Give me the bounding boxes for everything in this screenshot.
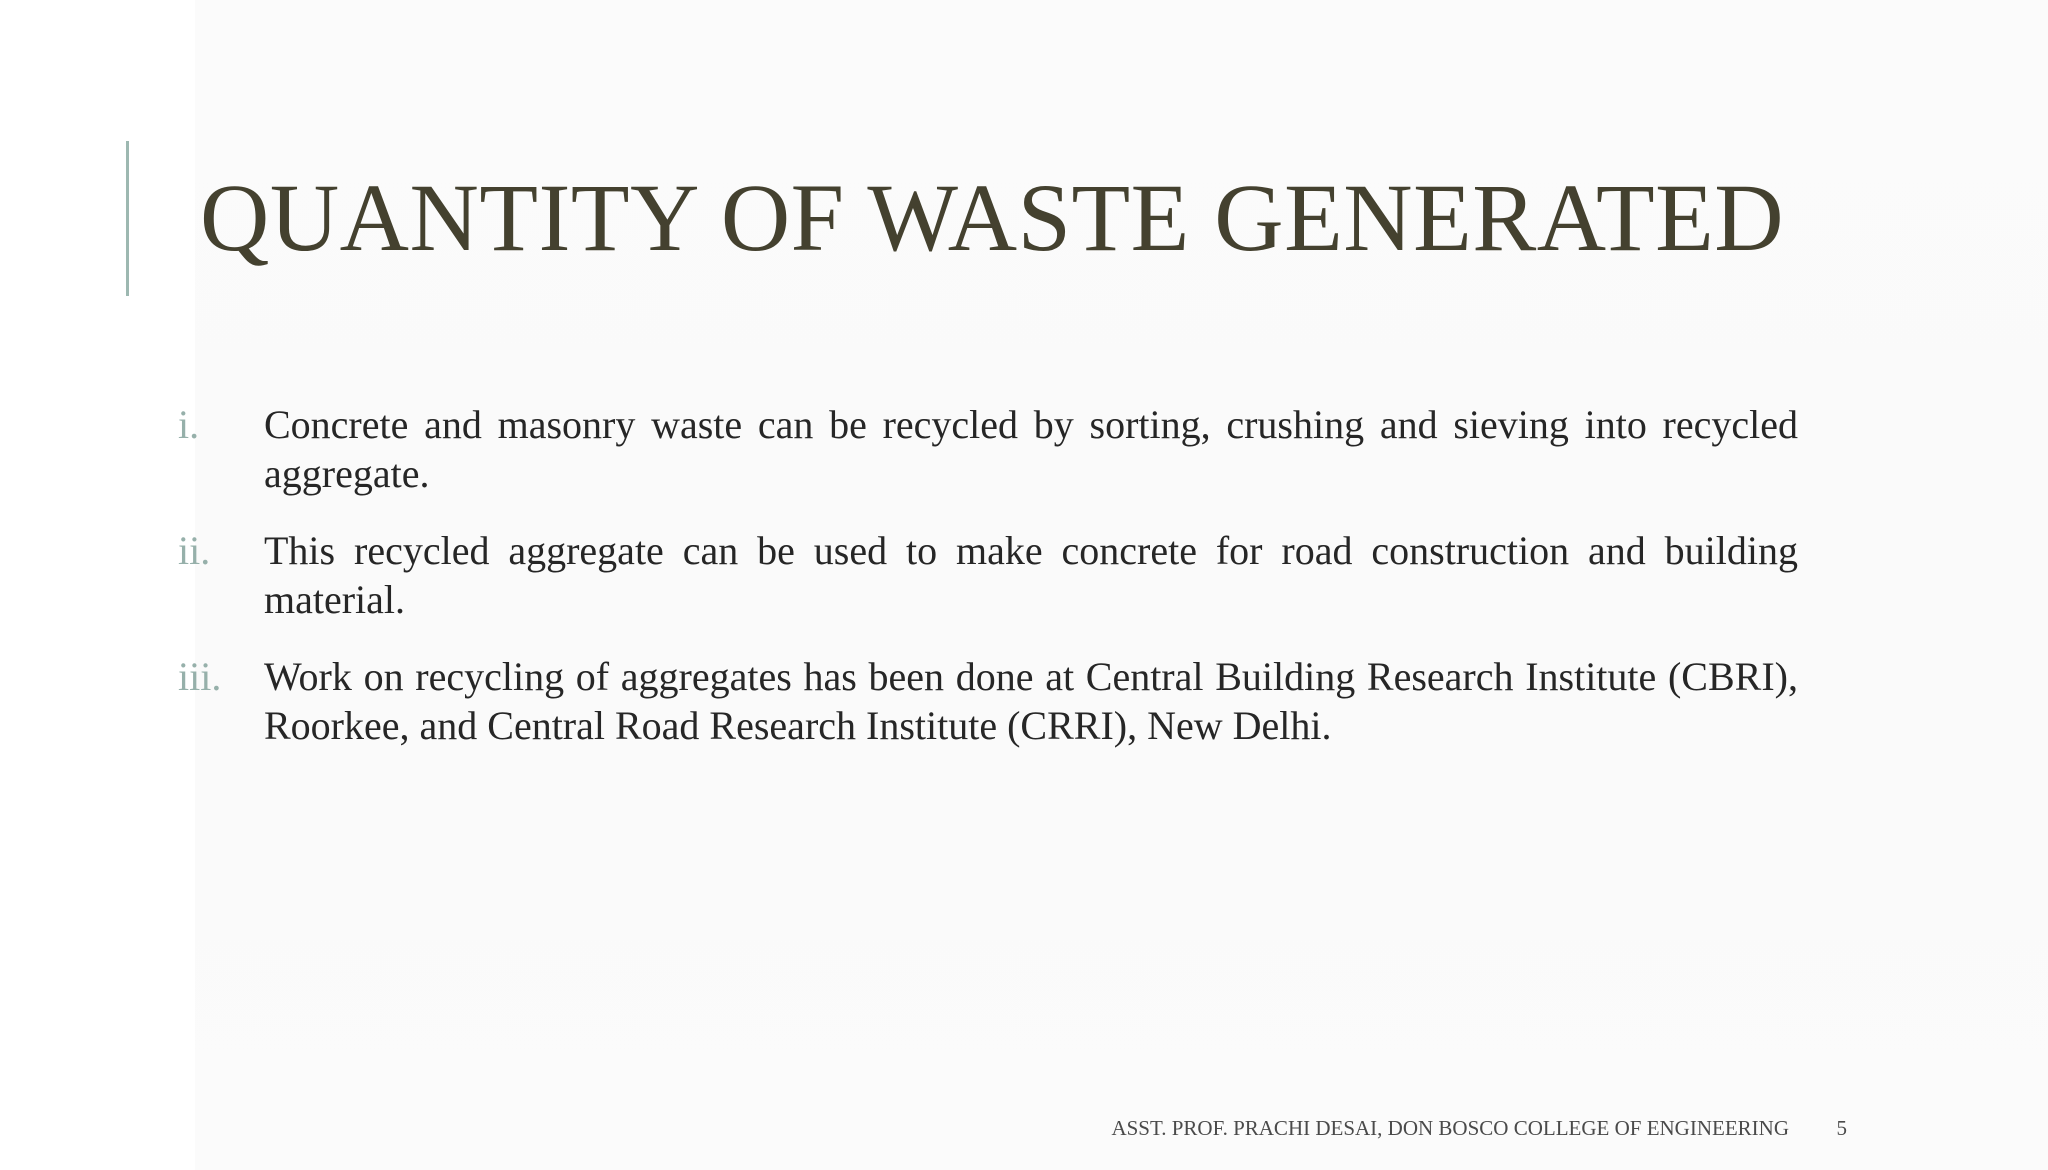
page-number: 5 [1836,1116,1847,1140]
slide-title: QUANTITY OF WASTE GENERATED [200,164,1785,271]
list-item [176,526,1798,624]
list-item [176,400,1798,498]
bullet-marker: iii. [178,654,222,699]
bullet-marker: i. [178,402,200,447]
title-accent-bar [126,141,129,296]
footer-author: ASST. PROF. PRACHI DESAI, DON BOSCO COLLEGE OF ENGINEERING [1111,1116,1789,1140]
bullet-marker: ii. [178,528,211,573]
list-item [176,652,1798,750]
bullet-list [176,400,1798,778]
bullet-text: This recycled aggregate can be used to make concrete for road construction and building material. [264,528,1798,622]
bullet-text: Concrete and masonry waste can be recycled by sorting, crushing and sieving into recycled aggregate. [264,402,1798,496]
bullet-text: Work on recycling of aggregates has been done at Central Building Research Institute (CBRI), Roorkee, and Central Road Research Institute (CRRI), New Delhi. [264,654,1798,748]
